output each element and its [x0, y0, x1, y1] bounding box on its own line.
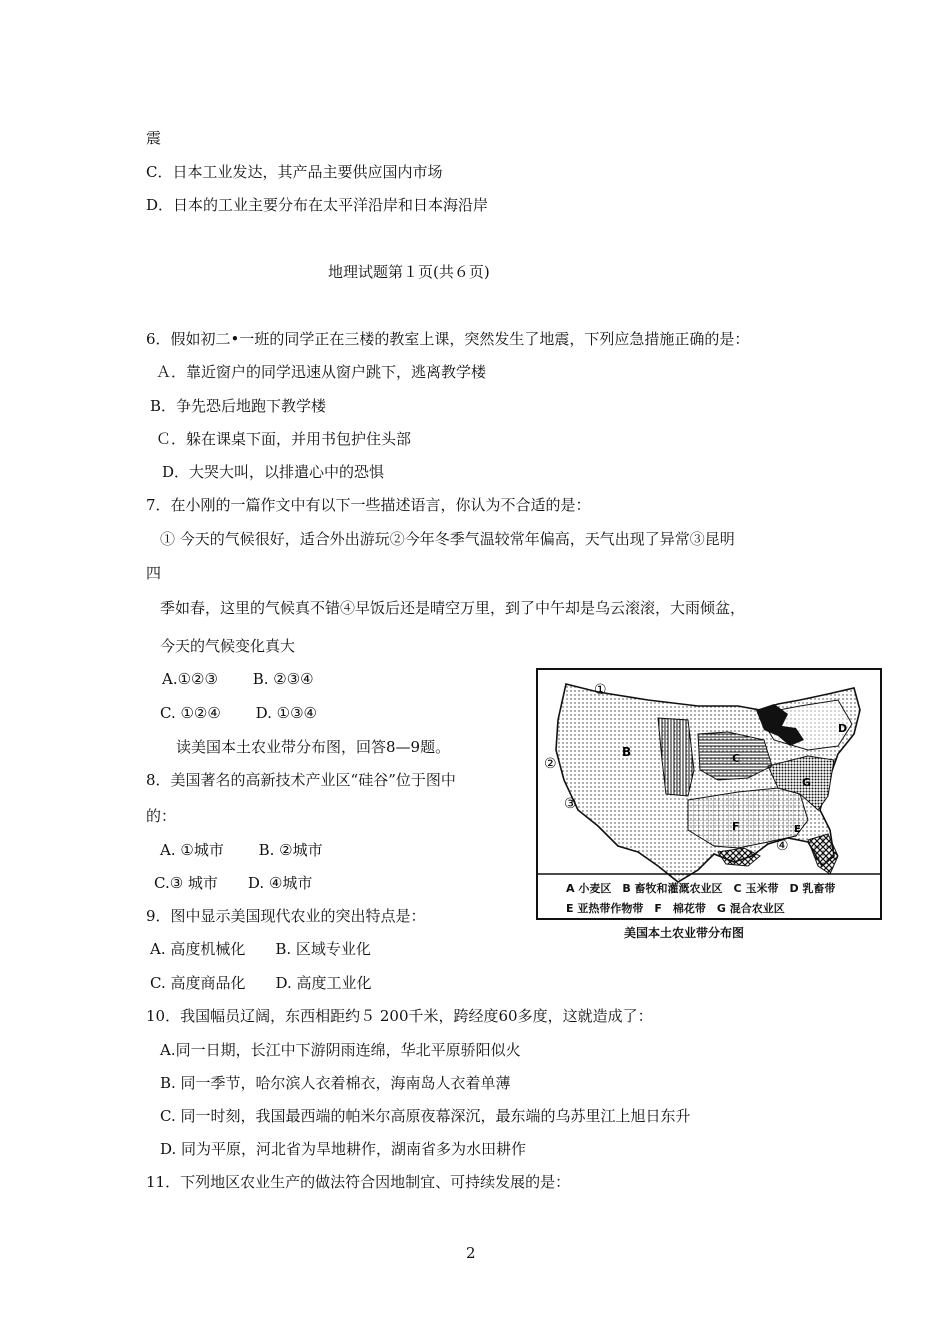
option-c: C．日本工业发达，其产品主要供应国内市场 — [146, 163, 443, 181]
city-marker-3: ③ — [564, 796, 577, 812]
zone-label-b: B — [622, 745, 632, 759]
question-7: 7．在小刚的一篇作文中有以下一些描述语言，你认为不合适的是： — [146, 496, 591, 514]
question-10-option-c: C. 同一时刻，我国最西端的帕米尔高原夜幕深沉，最东端的乌苏里江上旭日东升 — [160, 1107, 691, 1125]
question-10: 10．我国幅员辽阔，东西相距约５ 200千米，跨经度60多度，这就造成了： — [146, 1007, 653, 1025]
map-frame — [536, 668, 882, 920]
zone-label-d: D — [838, 722, 848, 735]
question-9-options-cd: C. 高度商品化 D. 高度工业化 — [150, 974, 372, 992]
question-7-statement-2: 四 — [146, 564, 162, 582]
question-8-cont: 的： — [146, 807, 177, 825]
question-7-statement-4: 今天的气候变化真大 — [160, 637, 296, 655]
city-marker-2: ② — [544, 756, 557, 772]
zone-label-c: C — [732, 752, 741, 765]
question-10-option-a: A.同一日期，长江中下游阴雨连绵，华北平原骄阳似火 — [160, 1041, 521, 1059]
question-6-option-a: Ａ．靠近窗户的同学迅速从窗户跳下，逃离教学楼 — [156, 363, 487, 381]
zone-label-f: F — [732, 820, 740, 833]
line-continuation: 震 — [146, 129, 162, 147]
question-6-option-b: B．争先恐后地跑下教学楼 — [150, 397, 327, 415]
question-8-options-cd: C.③ 城市 D. ④城市 — [154, 874, 313, 892]
zone-label-g: G — [802, 776, 812, 789]
zone-e-florida — [808, 834, 838, 874]
page-number: 2 — [466, 1244, 476, 1262]
page-footer: 地理试题第１页(共６页) — [328, 263, 490, 281]
city-marker-4: ④ — [776, 838, 789, 854]
map-legend-line-2: E 亚热带作物带 F 棉花带 G 混合农业区 — [566, 902, 785, 915]
question-10-option-d: D. 同为平原，河北省为旱地耕作，湖南省多为水田耕作 — [160, 1140, 527, 1158]
city-marker-1: ① — [594, 682, 607, 698]
us-agriculture-map-figure — [534, 668, 886, 946]
option-d: D．日本的工业主要分布在太平洋沿岸和日本海沿岸 — [146, 196, 489, 214]
question-11: 11．下列地区农业生产的做法符合因地制宜、可持续发展的是： — [146, 1173, 571, 1191]
question-8-options-ab: A. ①城市 B. ②城市 — [160, 841, 323, 859]
question-6-option-c: Ｃ．躲在课桌下面，并用书包护住头部 — [156, 430, 412, 448]
question-6-option-d: D．大哭大叫，以排遣心中的恐惧 — [162, 463, 385, 481]
question-10-option-b: B. 同一季节，哈尔滨人衣着棉衣，海南岛人衣着单薄 — [160, 1074, 511, 1092]
map-legend-line-1: A 小麦区 B 畜牧和灌溉农业区 C 玉米带 D 乳畜带 — [566, 882, 836, 895]
question-6: 6．假如初二•一班的同学正在三楼的教室上课，突然发生了地震，下列应急措施正确的是： — [146, 330, 750, 348]
map-instruction: 读美国本土农业带分布图，回答8—9题。 — [176, 738, 451, 756]
zone-label-e: E — [794, 824, 801, 835]
question-7-statement-3: 季如春，这里的气候真不错④早饭后还是晴空万里，到了中午却是乌云滚滚，大雨倾盆， — [160, 599, 746, 617]
question-7-statement-1: ① 今天的气候很好，适合外出游玩②今年冬季气温较常年偏高，天气出现了异常③昆明 — [160, 530, 735, 548]
map-caption: 美国本土农业带分布图 — [624, 926, 745, 940]
question-7-options-cd: C. ①②④ D. ①③④ — [160, 704, 317, 722]
question-9-options-ab: A. 高度机械化 B. 区域专业化 — [150, 940, 371, 958]
question-7-options-ab: A.①②③ B. ②③④ — [162, 670, 314, 688]
question-8: 8．美国著名的高新技术产业区“硅谷”位于图中 — [146, 771, 456, 789]
question-9: 9．图中显示美国现代农业的突出特点是： — [146, 907, 426, 925]
